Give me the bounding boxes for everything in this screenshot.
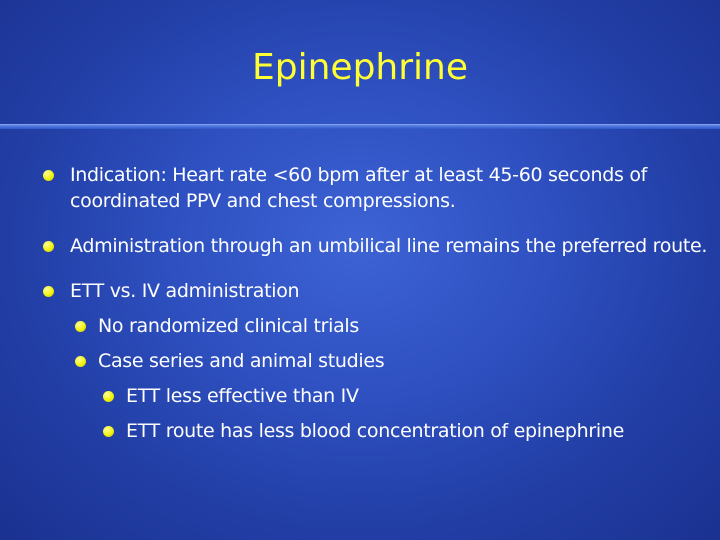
bullet-icon (43, 241, 54, 252)
bullet-item-indication (0, 162, 710, 214)
sub-bullet-text: No randomized clinical trials (98, 315, 360, 337)
title-area (0, 0, 720, 125)
sub-sub-bullet-text: ETT less effective than IV (126, 385, 359, 407)
slide-title: Epinephrine (252, 47, 468, 88)
bullet-icon (103, 391, 114, 402)
sub-bullet-item-case-series (0, 348, 708, 374)
bullet-text: ETT vs. IV administration (70, 280, 300, 302)
slide-content (0, 162, 720, 444)
sub-bullet-item-no-trials (0, 313, 708, 339)
bullet-icon (75, 356, 86, 367)
sub-sub-bullet-item-blood-concentration (0, 418, 716, 444)
bullet-icon (43, 286, 54, 297)
sub-sub-bullet-text: ETT route has less blood concentration of epinephrine (126, 420, 625, 442)
bullet-icon (75, 321, 86, 332)
bullet-icon (103, 426, 114, 437)
sub-sub-bullet-item-less-effective (0, 383, 716, 409)
title-divider (0, 124, 720, 129)
bullet-text: Administration through an umbilical line remains the preferred route. (70, 235, 708, 257)
bullet-icon (43, 170, 54, 181)
bullet-item-ett-vs-iv (0, 278, 710, 304)
bullet-item-administration (0, 233, 710, 259)
sub-bullet-text: Case series and animal studies (98, 350, 385, 372)
bullet-text: Indication: Heart rate <60 bpm after at least 45-60 seconds of coordinated PPV and chest compressions. (70, 164, 648, 212)
